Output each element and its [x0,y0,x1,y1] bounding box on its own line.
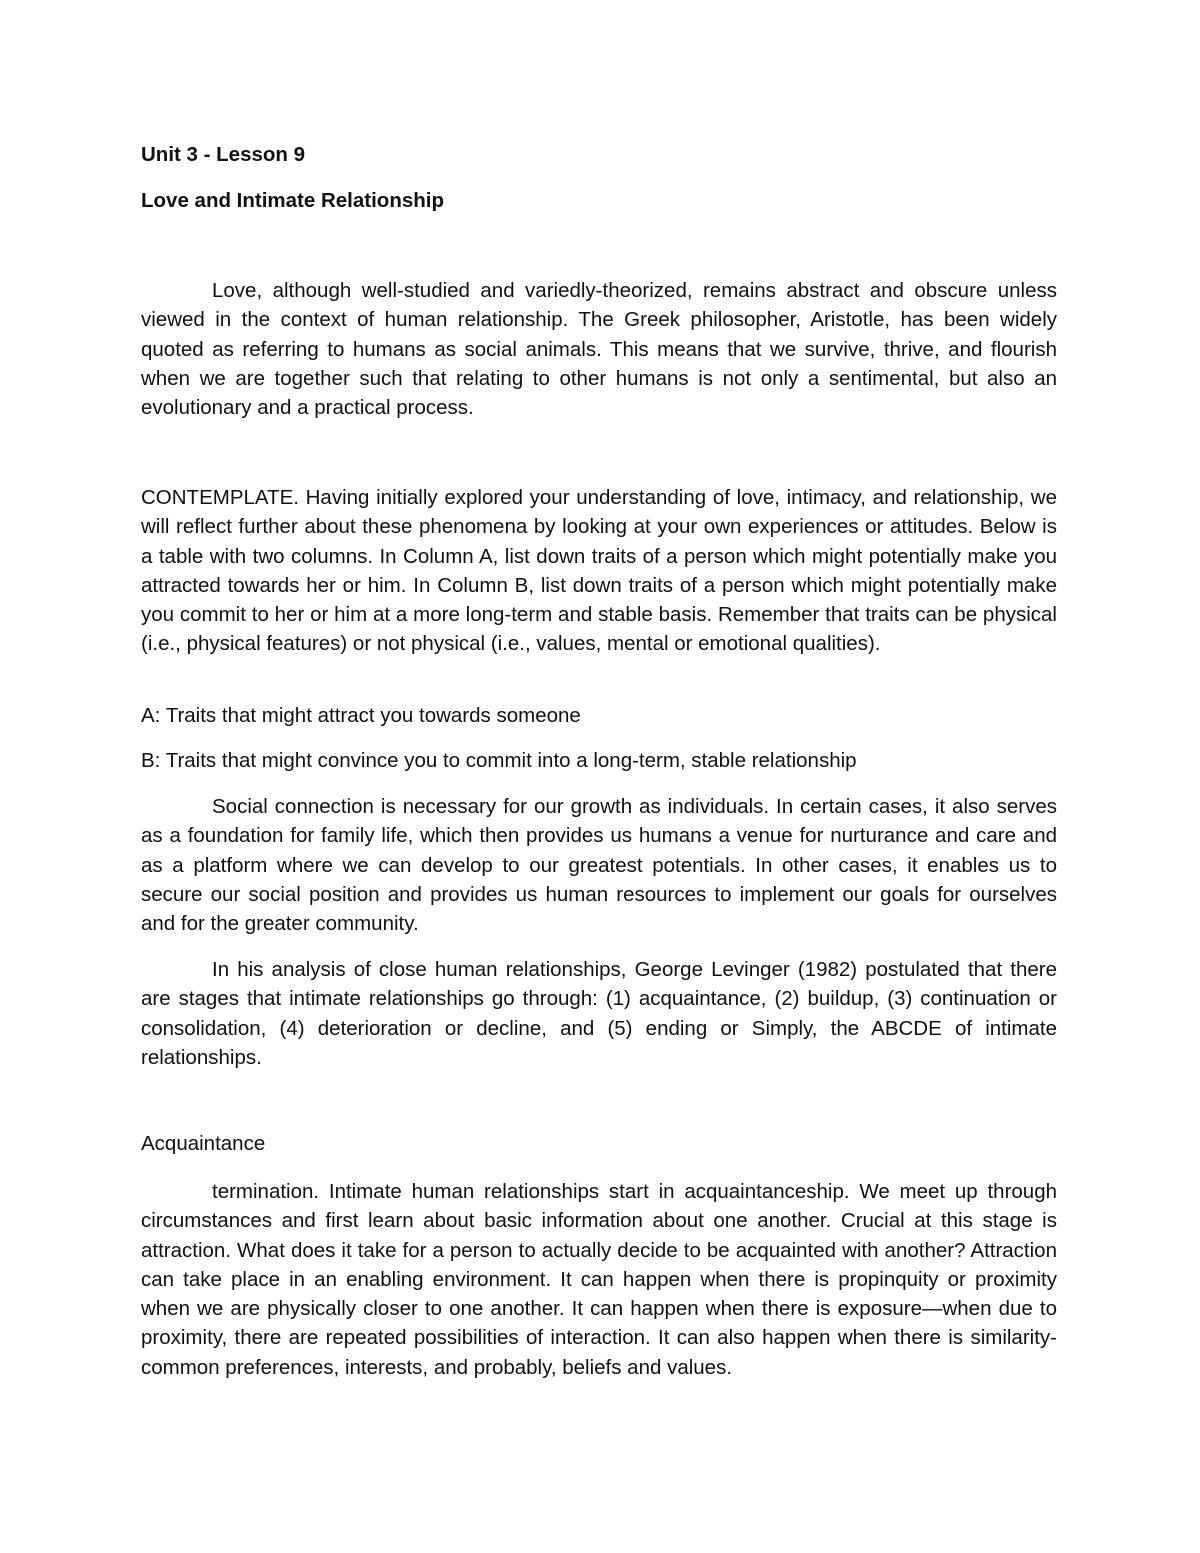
levinger-paragraph: In his analysis of close human relationships, George Levinger (1982) postulated that there are stages that intimate relationships go through: (1) acquaintance, (2) buildup, (3) continuation or consolidation, (4) deterioration or decline, and (5) ending or Simply, the ABCDE of intimate relationships. [141,958,1057,1069]
unit-heading: Unit 3 - Lesson 9 [141,143,306,166]
column-b-label: B: Traits that might convince you to commit into a long-term, stable relationship [141,749,857,772]
intro-paragraph: Love, although well-studied and variedly-theorized, remains abstract and obscure unless viewed in the context of human relationship. The Greek philosopher, Aristotle, has been widely quoted as referring to humans as social animals. This means that we survive, thrive, and flourish when we are together such that relating to other humans is not only a sentimental, but also an evolutionary and a practical process. [141,279,1057,420]
contemplate-paragraph: CONTEMPLATE. Having initially explored your understanding of love, intimacy, and relationship, we will reflect further about these phenomena by looking at your own experiences or attitudes. Below is a table with two columns. In Column A, list down traits of a person which might potentially make you attracted towards her or him. In Column B, list down traits of a person which might potentially make you commit to her or him at a more long-term and stable basis. Remember that traits can be physical (i.e., physical features) or not physical (i.e., values, mental or emotional qualities). [141,486,1057,656]
social-connection-paragraph: Social connection is necessary for our growth as individuals. In certain cases, it also serves as a foundation for family life, which then provides us humans a venue for nurturance and care and as a platform where we can develop to our greatest potentials. In other cases, it enables us to secure our social position and provides us human resources to implement our goals for ourselves and for the greater community. [141,795,1057,936]
acquaintance-heading: Acquaintance [141,1132,266,1155]
lesson-title: Love and Intimate Relationship [141,189,444,212]
acquaintance-paragraph: termination. Intimate human relationships start in acquaintanceship. We meet up through circumstances and first learn about basic information about one another. Crucial at this stage is attraction. What does it take for a person to actually decide to be acquainted with another? Attraction can take place in an enabling environment. It can happen when there is propinquity or proximity when we are physically closer to one another. It can happen when there is exposure—when due to proximity, there are repeated possibilities of interaction. It can also happen when there is similarity-common preferences, interests, and probably, beliefs and values. [141,1180,1057,1379]
column-a-label: A: Traits that might attract you towards someone [141,704,581,727]
